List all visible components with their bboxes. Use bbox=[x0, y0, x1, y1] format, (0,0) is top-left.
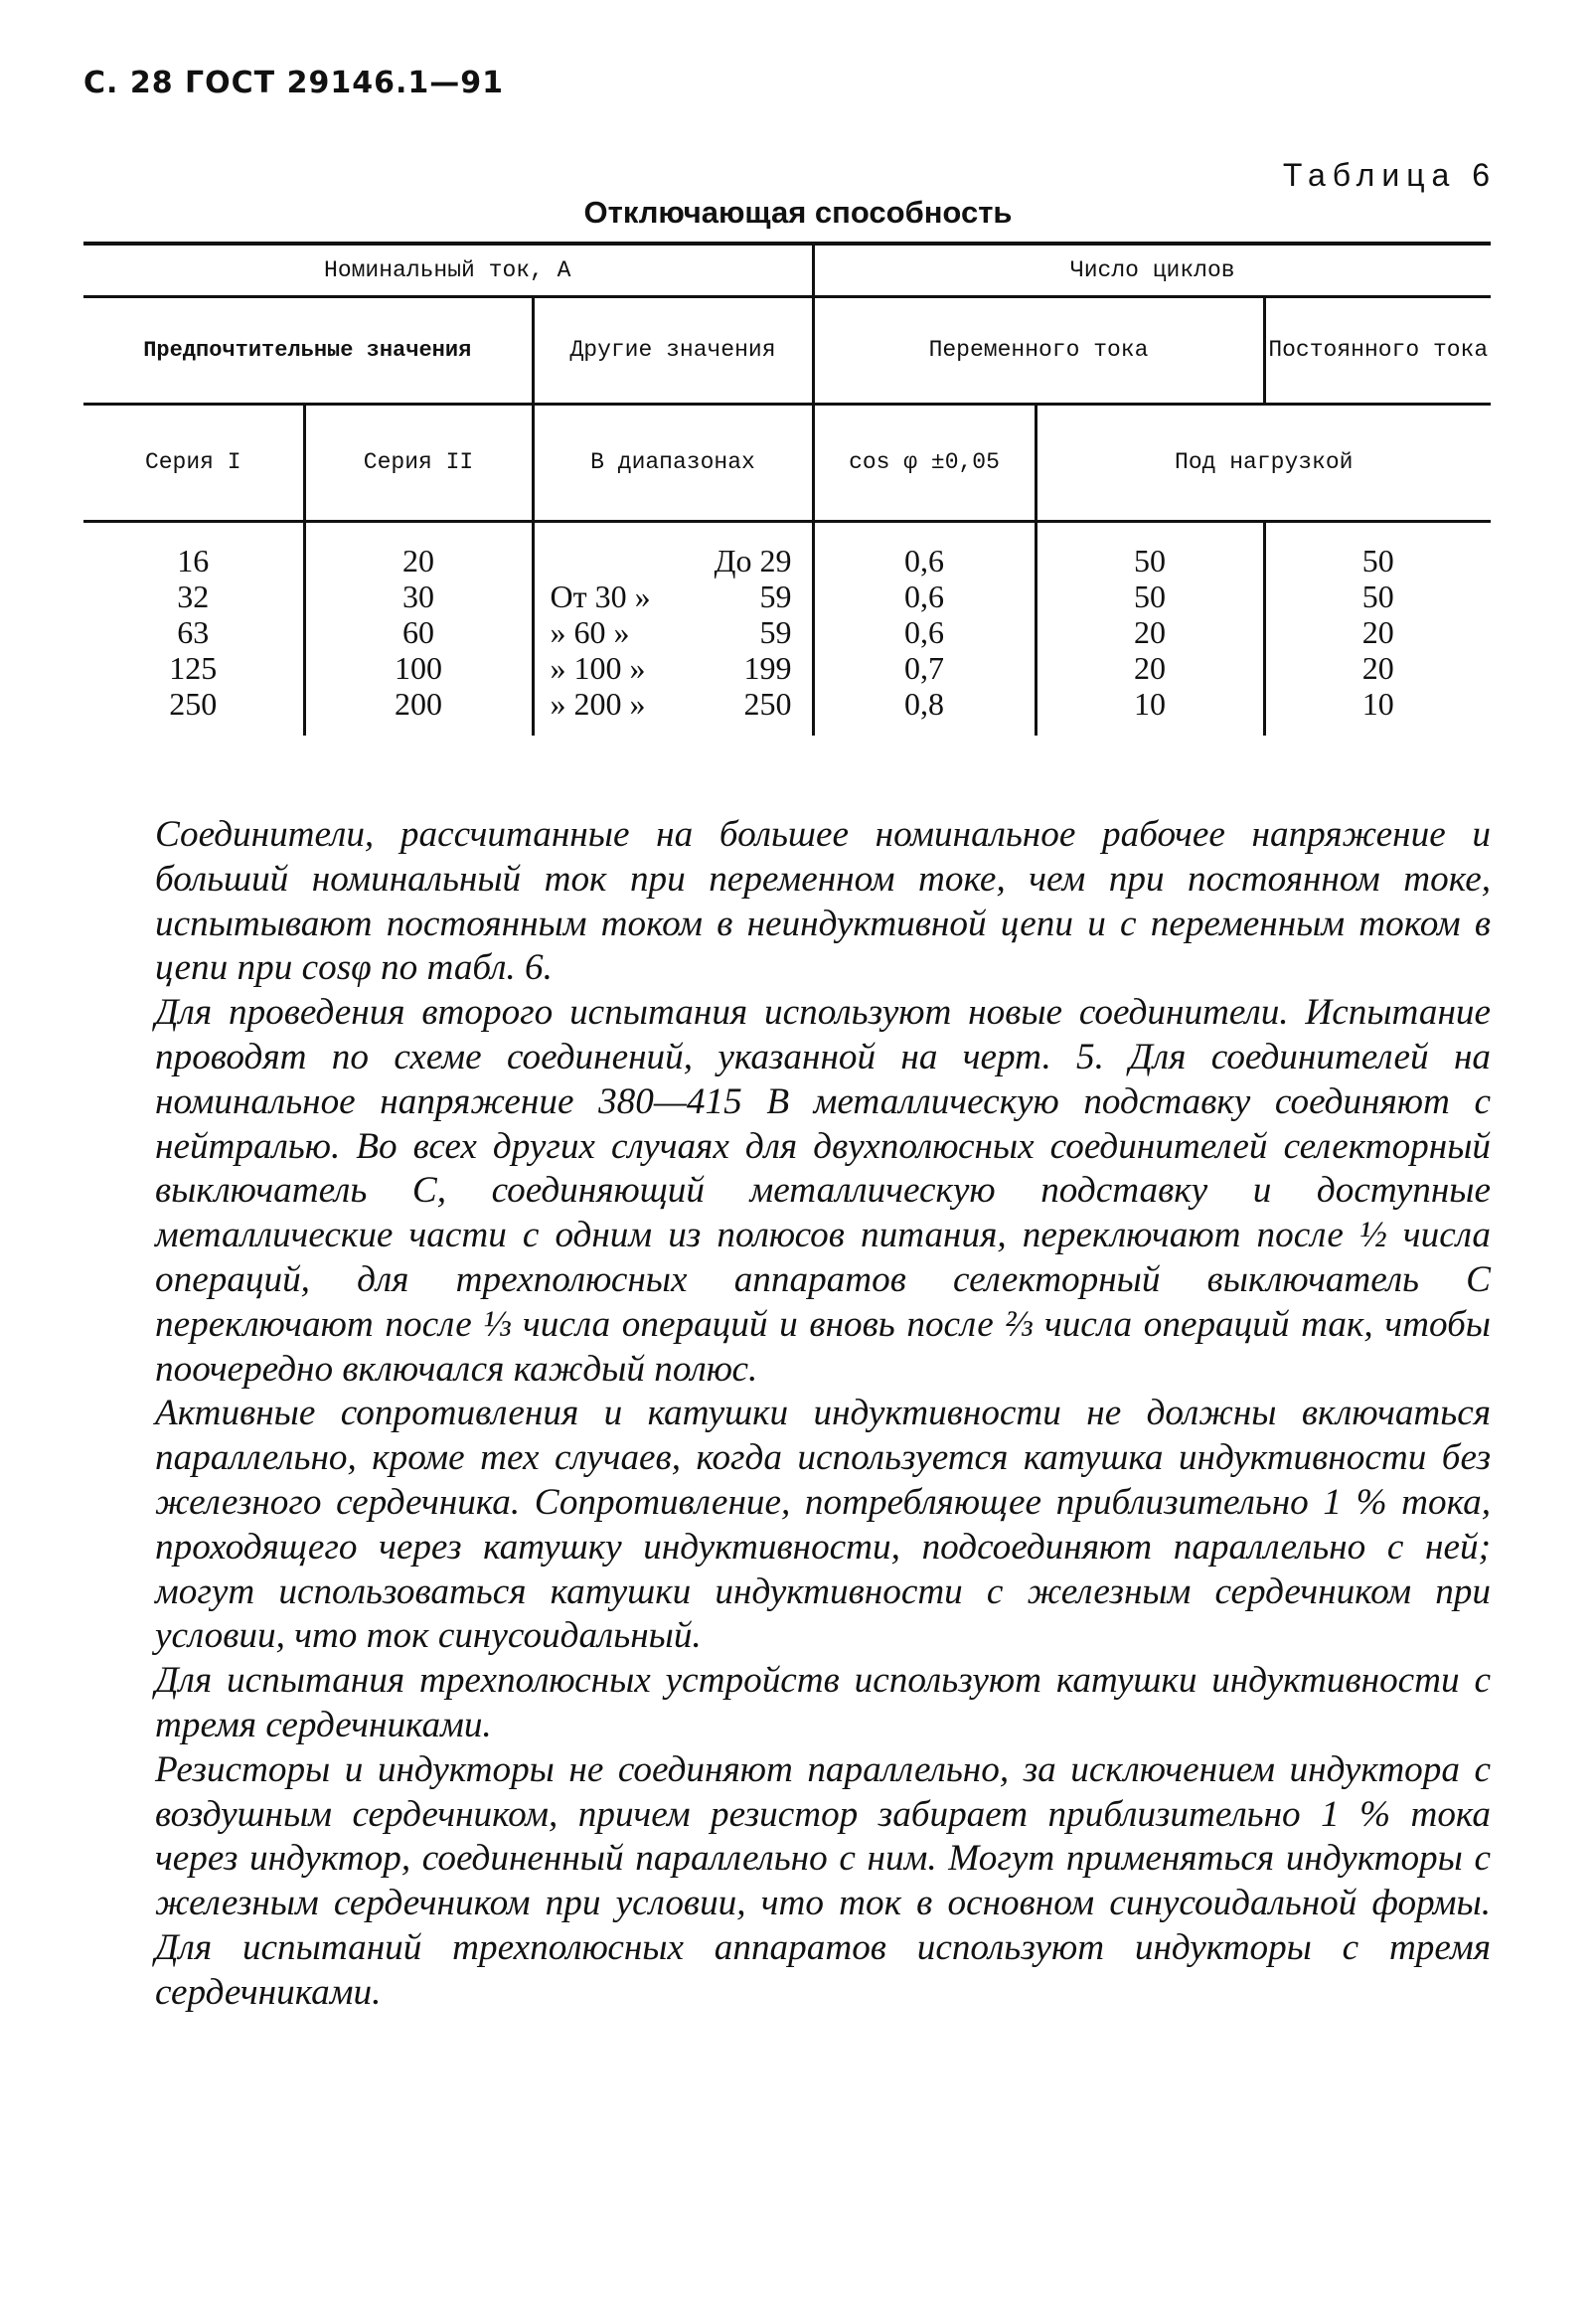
page-header: С. 28 ГОСТ 29146.1—91 bbox=[83, 66, 504, 100]
paragraph: Соединители, рассчитанные на большее номинальное рабочее напряжение и больший номинальный ток при переменном токе, чем при постоянном токе, испытывают постоянным током в неиндуктивной цепи и с переменным током в цепи при cosφ по табл. 6. bbox=[155, 814, 1491, 989]
cos-column bbox=[813, 521, 1036, 736]
table-cell: 250 bbox=[169, 685, 218, 722]
header-series-2: Серия II bbox=[304, 404, 533, 521]
table-cell: 60 bbox=[402, 613, 434, 650]
table-cell: » 100 » bbox=[550, 649, 646, 686]
table-cell: 250 bbox=[743, 685, 792, 722]
header-under-load: Под нагрузкой bbox=[1036, 404, 1491, 521]
table-cell: 20 bbox=[1361, 613, 1394, 650]
paragraph: Для проведения второго испытания используют новые соединители. Испытание проводят по схеме соединений, указанной на черт. 5. Для соединителей на номинальное напряжение 380—415 В металлическую подставку соединяют с нейтралью. Во всех других случаях для двухполюсных соединителей селекторный выключатель С, соединяющий металлическую подставку и доступные металлические части с одним из полюсов питания, переключают после ½ числа операций, для трехполюсных аппаратов селекторный выключатель С переключают после ⅓ числа операций и вновь после ⅔ числа операций так, чтобы поочередно включался каждый полюс. bbox=[155, 992, 1491, 1390]
header-series-1: Серия I bbox=[83, 404, 304, 521]
table-cell: 10 bbox=[1361, 685, 1394, 722]
header-cos-phi: cos φ ±0,05 bbox=[813, 404, 1036, 521]
paragraph: Активные сопротивления и катушки индуктивности не должны включаться параллельно, кроме тех случаев, когда используется катушка индуктивности без железного сердечника. Сопротивление, потребляющее приблизительно 1 % тока, проходящего через катушку индуктивности, подсоединяют параллельно с ней; могут использоваться катушки индуктивности с железным сердечником при условии, что ток синусоидальный. bbox=[155, 1393, 1491, 1657]
table-cell: 20 bbox=[1361, 649, 1394, 686]
table-cell: 32 bbox=[177, 578, 210, 614]
table-cell: 16 bbox=[177, 542, 210, 578]
table-cell: 20 bbox=[1134, 613, 1166, 650]
table-cell: 0,6 bbox=[904, 578, 944, 614]
header-dc: Постоянного тока bbox=[1264, 296, 1491, 404]
table-cell: 0,6 bbox=[904, 613, 944, 650]
header-ac: Переменного тока bbox=[813, 296, 1264, 404]
table-cell: » 200 » bbox=[550, 685, 646, 722]
ranges-column bbox=[533, 521, 813, 736]
header-other: Другие значения bbox=[533, 296, 813, 404]
header-preferred: Предпочтительные значения bbox=[83, 296, 533, 404]
table-cell: 20 bbox=[402, 542, 434, 578]
table-cell: 59 bbox=[759, 613, 792, 650]
table-cell: От 30 » bbox=[550, 578, 651, 614]
table-cell: 10 bbox=[1134, 685, 1166, 722]
table-cell: 125 bbox=[169, 649, 218, 686]
table-cell: 50 bbox=[1134, 542, 1166, 578]
table-cell: 0,6 bbox=[904, 542, 944, 578]
paragraph: Резисторы и индукторы не соединяют параллельно, за исключением индуктора с воздушным сердечником, причем резистор забирает приблизительно 1 % тока через индуктор, соединенный параллельно с ним. Могут применяться индукторы с железным сердечником при условии, что ток в основном синусоидальной формы. Для испытаний трехполюсных аппаратов используют индукторы с тремя сердечниками. bbox=[155, 1748, 1491, 2013]
table-cell: 199 bbox=[743, 649, 792, 686]
table-cell: » 60 » bbox=[550, 613, 630, 650]
series-1-column bbox=[83, 521, 304, 736]
table-cell: 20 bbox=[1134, 649, 1166, 686]
table-title: Отключающая способность bbox=[583, 195, 1013, 230]
table-cell: 50 bbox=[1361, 542, 1394, 578]
body-text bbox=[155, 813, 1491, 2016]
table-label: Таблица 6 bbox=[1282, 157, 1497, 193]
table-cell: 30 bbox=[402, 578, 434, 614]
header-cycles: Число циклов bbox=[813, 244, 1491, 296]
series-2-column bbox=[304, 521, 533, 736]
table-cell: 50 bbox=[1361, 578, 1394, 614]
dc-cycles-column bbox=[1264, 521, 1491, 736]
ac-cycles-column bbox=[1036, 521, 1264, 736]
table-cell: 0,8 bbox=[904, 685, 944, 722]
header-ranges: В диапазонах bbox=[533, 404, 813, 521]
paragraph: Для испытания трехполюсных устройств используют катушки индуктивности с тремя сердечниками. bbox=[155, 1660, 1491, 1745]
table-cell: 200 bbox=[395, 685, 442, 722]
table-cell: До 29 bbox=[714, 542, 792, 578]
table-cell: 63 bbox=[177, 613, 210, 650]
header-rated-current: Номинальный ток, А bbox=[83, 244, 813, 296]
table-cell: 59 bbox=[759, 578, 792, 614]
table-cell: 0,7 bbox=[904, 649, 944, 686]
breaking-capacity-table bbox=[83, 242, 1491, 736]
table-cell: 50 bbox=[1134, 578, 1166, 614]
table-cell: 100 bbox=[395, 649, 442, 686]
